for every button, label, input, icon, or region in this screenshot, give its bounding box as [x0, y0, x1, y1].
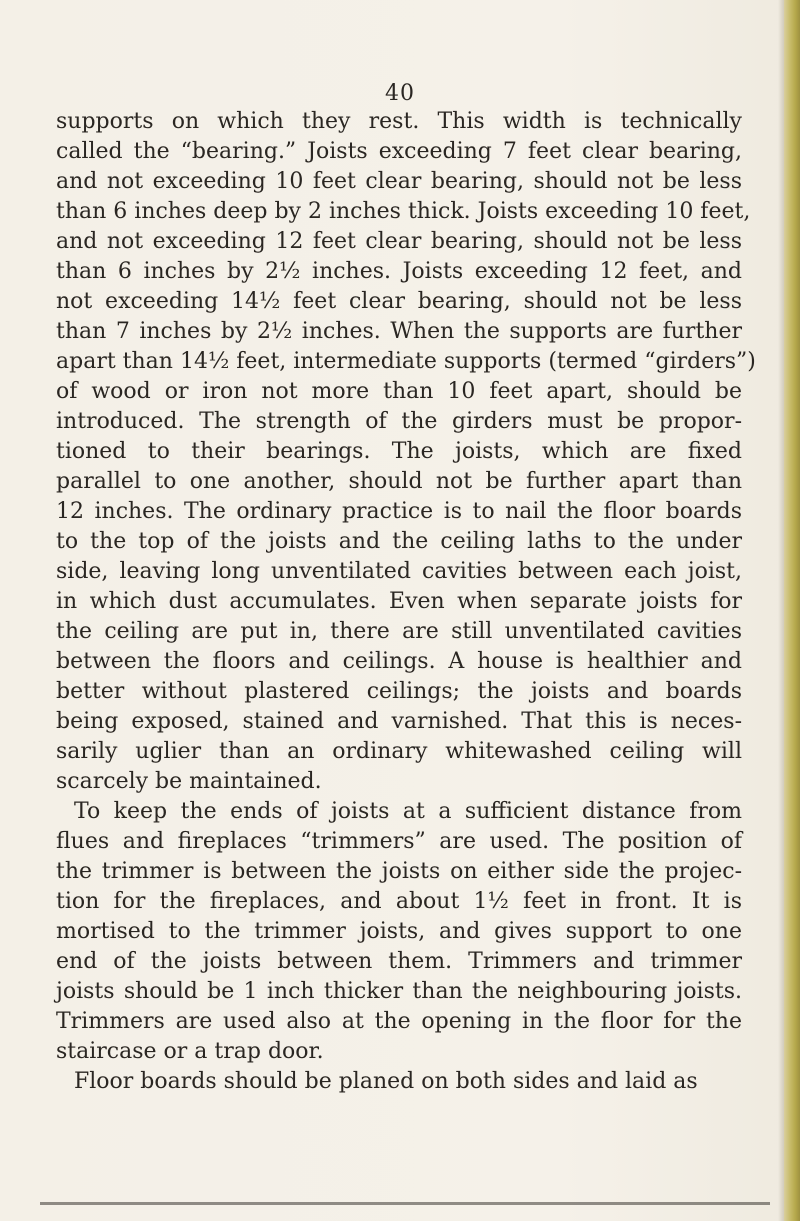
- text-line: to the top of the joists and the ceiling laths to the under: [56, 529, 742, 554]
- text-line: joists should be 1 inch thicker than the neighbouring joists.: [56, 979, 742, 1004]
- text-line: end of the joists between them. Trimmers and trimmer: [56, 949, 742, 974]
- text-line: tioned to their bearings. The joists, which are fixed: [56, 439, 742, 464]
- text-line: scarcely be maintained.: [56, 769, 322, 794]
- text-line: tion for the fireplaces, and about 1½ feet in front. It is: [56, 889, 742, 914]
- text-line: supports on which they rest. This width is technically: [56, 109, 742, 134]
- text-line: apart than 14½ feet, intermediate supports (termed “girders”): [56, 349, 756, 374]
- text-line: not exceeding 14½ feet clear bearing, should not be less: [56, 289, 742, 314]
- page-edge: [784, 0, 800, 1221]
- text-line: called the “bearing.” Joists exceeding 7 feet clear bearing,: [56, 139, 742, 164]
- text-line: To keep the ends of joists at a sufficient distance from: [74, 799, 742, 824]
- text-line: parallel to one another, should not be further apart than: [56, 469, 742, 494]
- text-line: than 6 inches deep by 2 inches thick. Joists exceeding 10 feet,: [56, 199, 751, 224]
- text-line: flues and fireplaces “trimmers” are used. The position of: [56, 829, 742, 854]
- text-line: Trimmers are used also at the opening in the floor for the: [56, 1009, 742, 1034]
- page-number: 40: [385, 81, 415, 106]
- text-line: between the floors and ceilings. A house is healthier and: [56, 649, 742, 674]
- text-line: being exposed, stained and varnished. That this is neces-: [56, 709, 742, 734]
- text-line: staircase or a trap door.: [56, 1039, 324, 1064]
- text-line: in which dust accumulates. Even when separate joists for: [56, 589, 742, 614]
- text-line: 12 inches. The ordinary practice is to nail the floor boards: [56, 499, 742, 524]
- text-line: side, leaving long unventilated cavities between each joist,: [56, 559, 742, 584]
- text-line: Floor boards should be planed on both sides and laid as: [74, 1069, 698, 1094]
- text-line: than 7 inches by 2½ inches. When the supports are further: [56, 319, 742, 344]
- text-line: the ceiling are put in, there are still unventilated cavities: [56, 619, 742, 644]
- text-line: better without plastered ceilings; the joists and boards: [56, 679, 742, 704]
- text-line: than 6 inches by 2½ inches. Joists exceeding 12 feet, and: [56, 259, 742, 284]
- body-text: [56, 107, 756, 1097]
- text-line: introduced. The strength of the girders must be propor-: [56, 409, 742, 434]
- text-line: and not exceeding 10 feet clear bearing, should not be less: [56, 169, 742, 194]
- text-line: of wood or iron not more than 10 feet apart, should be: [56, 379, 742, 404]
- text-line: and not exceeding 12 feet clear bearing, should not be less: [56, 229, 742, 254]
- bottom-rule: [40, 1202, 770, 1205]
- text-line: sarily uglier than an ordinary whitewashed ceiling will: [56, 739, 742, 764]
- text-line: mortised to the trimmer joists, and gives support to one: [56, 919, 742, 944]
- text-line: the trimmer is between the joists on either side the projec-: [56, 859, 742, 884]
